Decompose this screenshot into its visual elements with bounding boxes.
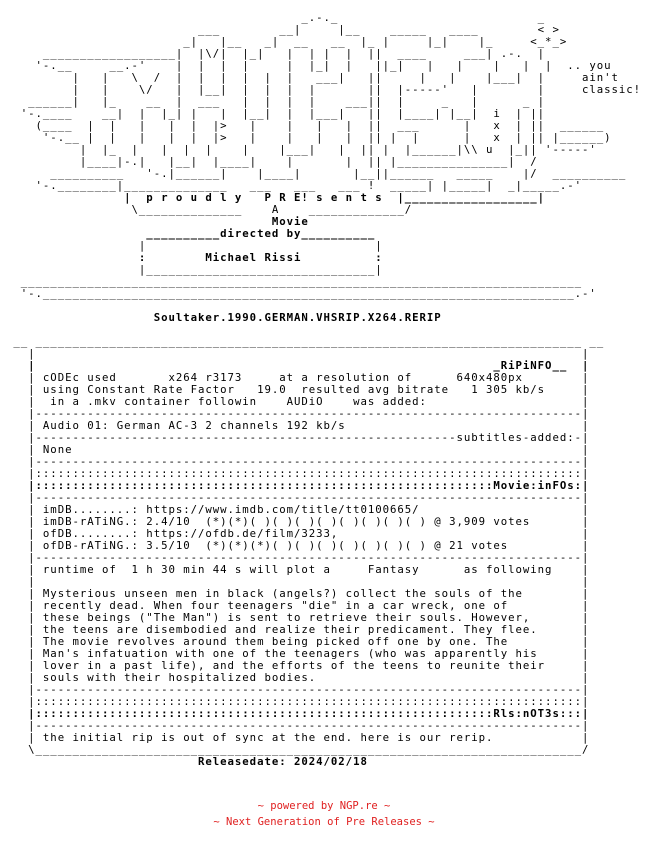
nfo-line: | None | <box>6 443 590 456</box>
nfo-line: |--------------------------------------------------------------------------| <box>6 455 590 468</box>
nfo-line: | souls with their hospitalized bodies. | <box>6 671 590 684</box>
nfo-line: |---------------------------------------------------------subtitles-added:-| <box>6 431 590 444</box>
tagline-text: ~ Next Generation of Pre Releases ~ <box>213 816 435 828</box>
nfo-line: |____|-.| |__| |____| | | || |_______________| / <box>6 155 538 168</box>
nfo-line: _.-._ _ <box>6 11 546 24</box>
nfo-line: | The movie revolves around them being picked off one by one. The | <box>6 635 590 648</box>
nfo-line: '-.____ __| | |_| | | |__| | |___| || |____| |__| i | || <box>6 107 546 120</box>
nfo-line: | |_ | | | | | |___| | || | |______|\\ u |_|| '-----' <box>6 143 597 156</box>
nfo-line: | | <box>6 347 590 360</box>
nfo-text <box>6 12 641 768</box>
nfo-line: |::::::::::::::::::::::::::::::::::::::::::::::::::::::::::::::Movie:inFOs:| <box>6 479 590 492</box>
nfo-line: | recently dead. When four teenagers "die" in a car wreck, one of | <box>6 599 590 612</box>
nfo-line: |_______________________________| <box>6 263 383 276</box>
nfo-line: | using Constant Rate Factor 19.0 resulted avg bitrate 1 305 kb/s | <box>6 383 590 396</box>
nfo-line: __________________| |\/| |_| | | | | || ____ ___| .-. | <box>6 47 546 60</box>
nfo-line: | in a .mkv container followin AUDiO was added: | <box>6 395 590 408</box>
nfo-line: \______________ A _____________/ <box>6 203 413 216</box>
nfo-line: ___ __| |__ _____ ____ < > <box>6 23 560 36</box>
nfo-line: Soultaker.1990.GERMAN.VHSRIP.X264.RERIP <box>6 311 442 324</box>
nfo-line: |::::::::::::::::::::::::::::::::::::::::::::::::::::::::::::::::::::::::::| <box>6 467 590 480</box>
nfo-line: |--------------------------------------------------------------------------| <box>6 407 590 420</box>
nfo-line: | ofDB........: https://ofdb.de/film/3233, | <box>6 527 590 540</box>
nfo-line: |--------------------------------------------------------------------------| <box>6 551 590 564</box>
nfo-line: __________directed by__________ <box>6 227 376 240</box>
footer <box>0 798 648 830</box>
nfo-line: | runtime of 1 h 30 min 44 s will plot a Fantasy as following | <box>6 563 590 576</box>
nfo-line: __ __________________________________________________________________________ __ <box>6 335 605 348</box>
nfo-line: | _RiPiNFO__ | <box>6 359 590 372</box>
nfo-line: __________ '-.|______| |____| |__||______ _____ |/ __________ <box>6 167 627 180</box>
nfo-line: \__________________________________________________________________________/ <box>6 743 590 756</box>
nfo-line: | p r o u d l y P R E! s e n t s |__________________| <box>6 191 546 204</box>
nfo-line: | Mysterious unseen men in black (angels?) collect the souls of the | <box>6 587 590 600</box>
nfo-line: (____ | | | | | |> | | | | || ___ | x | || ______ <box>6 119 605 132</box>
nfo-line: | imDB-rATiNG.: 2.4/10 (*)(*)( )( )( )( )( )( )( )( ) @ 3,909 votes | <box>6 515 590 528</box>
nfo-line: | these beings ("The Man") is sent to retrieve their souls. However, | <box>6 611 590 624</box>
nfo-line: | Audio 01: German AC-3 2 channels 192 kb/s | <box>6 419 590 432</box>
nfo-line: |::::::::::::::::::::::::::::::::::::::::::::::::::::::::::::::Rls:nOT3s:::| <box>6 707 590 720</box>
powered-by-text: ~ powered by NGP.re ~ <box>257 800 391 812</box>
nfo-line: '-.________|______________ ___ ___ ___ ! _____| |_____| _|_____.-' <box>6 179 582 192</box>
nfo-line: |--------------------------------------------------------------------------| <box>6 491 590 504</box>
nfo-line: ______| |_ __ | ___ | | | | ___|| | _ | _ | <box>6 95 546 108</box>
nfo-line: | | \/ | |__| | | | | || |-----' | | classic! <box>6 83 642 96</box>
nfo-line: '-.__ | | | | | |> | | | | || | | | x | || |______) <box>6 131 612 144</box>
nfo-line: Movie <box>6 215 309 228</box>
nfo-line: | cODEc used x264 r3173 at a resolution of 640x480px | <box>6 371 590 384</box>
nfo-line: | lover in a past life), and the efforts of the teens to reunite their | <box>6 659 590 672</box>
nfo-line: Releasedate: 2024/02/18 <box>6 755 368 768</box>
nfo-line: : Michael Rissi : <box>6 251 383 264</box>
nfo-line: | the initial rip is out of sync at the end. here is our rerip. | <box>6 731 590 744</box>
nfo-line: ____________________________________________________________________________ <box>6 275 582 288</box>
nfo-line: |--------------------------------------------------------------------------| <box>6 683 590 696</box>
nfo-line: | | <box>6 575 590 588</box>
nfo-line: | ofDB-rATiNG.: 3.5/10 (*)(*)(*)( )( )( )( )( )( )( ) @ 21 votes | <box>6 539 590 552</box>
nfo-line: | Man's infatuation with one of the teenagers (who was apparently his | <box>6 647 590 660</box>
nfo-line: | | \ / | | | | | | ___| || | | |___| | ain't <box>6 71 619 84</box>
nfo-line: | the teens are disembodied and realize their predicament. They flee. | <box>6 623 590 636</box>
nfo-line: _| |__ _| __ __ |_ | |_| |_ <_*_> <box>6 35 568 48</box>
nfo-line: | | <box>6 239 383 252</box>
nfo-line: '-.________________________________________________________________________.-' <box>6 287 597 300</box>
nfo-line: |::::::::::::::::::::::::::::::::::::::::::::::::::::::::::::::::::::::::::| <box>6 695 590 708</box>
nfo-line: | imDB........: https://www.imdb.com/title/tt0100665/ | <box>6 503 590 516</box>
nfo-line: '-.__ __.-' | | | | | |_| | ||_| | | | | | .. you <box>6 59 612 72</box>
nfo-line: |--------------------------------------------------------------------------| <box>6 719 590 732</box>
